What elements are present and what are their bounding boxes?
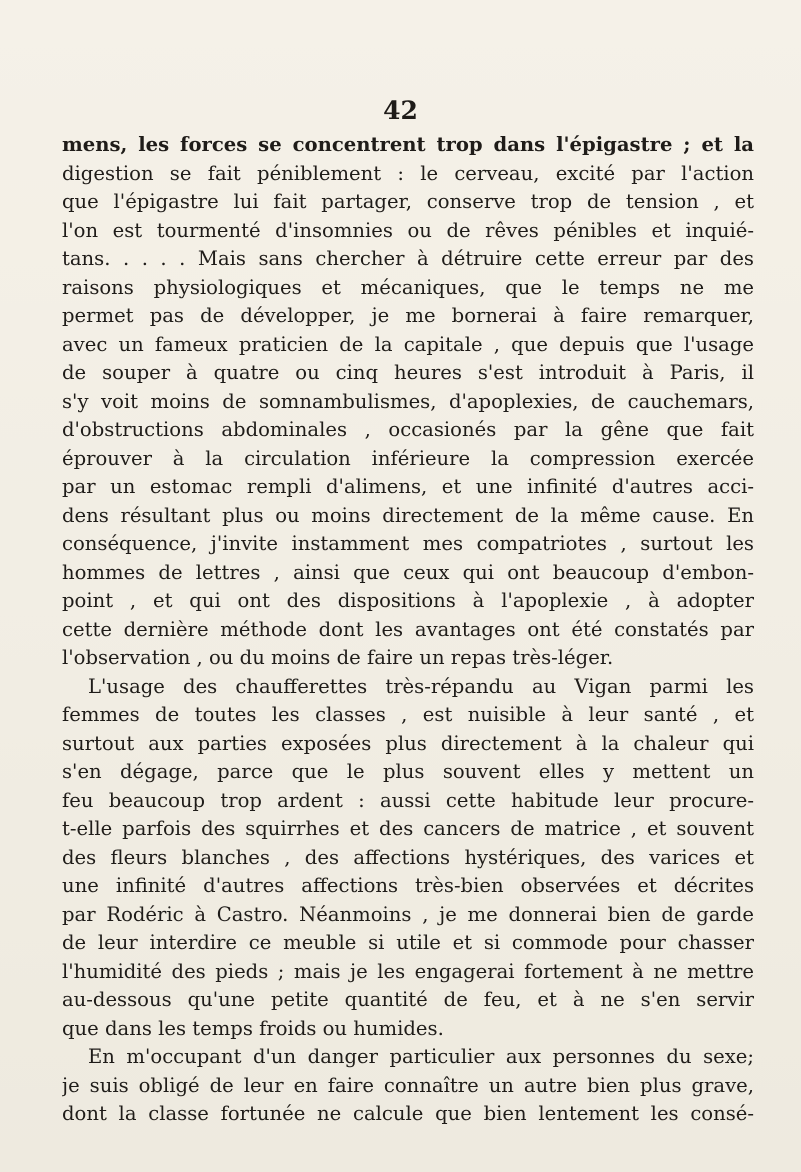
text-line: point , et qui ont des dispositions à l'apoplexie , à adopter — [62, 589, 754, 612]
text-line: par un estomac rempli d'alimens, et une infinité d'autres acci- — [62, 475, 754, 498]
text-line: que l'épigastre lui fait partager, conserve trop de tension , et — [62, 190, 754, 213]
text-line: de leur interdire ce meuble si utile et si commode pour chasser — [62, 931, 754, 954]
text-line: hommes de lettres , ainsi que ceux qui ont beaucoup d'embon- — [62, 560, 754, 584]
text-line: feu beaucoup trop ardent : aussi cette habitude leur procure- — [62, 788, 754, 812]
text-line: avec un fameux praticien de la capitale , que depuis que l'usage — [62, 332, 754, 356]
text-line: une infinité d'autres affections très-bien observées et décrites — [62, 874, 754, 897]
body-text — [62, 131, 754, 1129]
text-line: au-dessous qu'une petite quantité de feu, et à ne s'en servir — [62, 988, 754, 1011]
text-line: tans. . . . . Mais sans chercher à détruire cette erreur par des — [62, 247, 754, 270]
text-line: l'humidité des pieds ; mais je les engagerai fortement à ne mettre — [62, 959, 754, 983]
page-number: 42 — [383, 96, 418, 125]
text-line: conséquence, j'invite instamment mes compatriotes , surtout les — [62, 532, 754, 555]
text-line: digestion se fait péniblement : le cerveau, excité par l'action — [62, 161, 754, 185]
text-line: dens résultant plus ou moins directement de la même cause. En — [62, 503, 754, 527]
text-line: En m'occupant d'un danger particulier aux personnes du sexe; — [88, 1045, 754, 1068]
text-line: mens, les forces se concentrent trop dans l'épigastre ; et la — [62, 133, 754, 156]
text-line: éprouver à la circulation inférieure la compression exercée — [62, 446, 754, 470]
text-line: que dans les temps froids ou humides. — [62, 1016, 444, 1040]
text-line: raisons physiologiques et mécaniques, que le temps ne me — [62, 275, 754, 299]
text-line: surtout aux parties exposées plus directement à la chaleur qui — [62, 731, 754, 755]
text-line: je suis obligé de leur en faire connaître un autre bien plus grave, — [62, 1073, 754, 1097]
text-line: l'observation , ou du moins de faire un repas très-léger. — [62, 646, 614, 669]
text-line: femmes de toutes les classes , est nuisible à leur santé , et — [62, 703, 754, 726]
text-line: des fleurs blanches , des affections hystériques, des varices et — [62, 845, 754, 869]
text-line: s'y voit moins de somnambulismes, d'apoplexies, de cauchemars, — [62, 389, 754, 413]
text-line: L'usage des chaufferettes très-répandu au Vigan parmi les — [88, 674, 754, 698]
text-line: d'obstructions abdominales , occasionés par la gêne que fait — [62, 418, 754, 441]
text-line: de souper à quatre ou cinq heures s'est introduit à Paris, il — [62, 361, 754, 384]
text-line: dont la classe fortunée ne calcule que bien lentement les consé- — [62, 1102, 754, 1125]
text-line: t-elle parfois des squirrhes et des cancers de matrice , et souvent — [62, 817, 754, 840]
text-line: permet pas de développer, je me bornerai à faire remarquer, — [62, 304, 754, 327]
text-line: par Rodéric à Castro. Néanmoins , je me donnerai bien de garde — [62, 902, 754, 926]
text-line: s'en dégage, parce que le plus souvent elles y mettent un — [62, 760, 754, 783]
text-line: l'on est tourmenté d'insomnies ou de rêves pénibles et inquié- — [62, 218, 754, 242]
text-line: cette dernière méthode dont les avantages ont été constatés par — [62, 617, 754, 641]
